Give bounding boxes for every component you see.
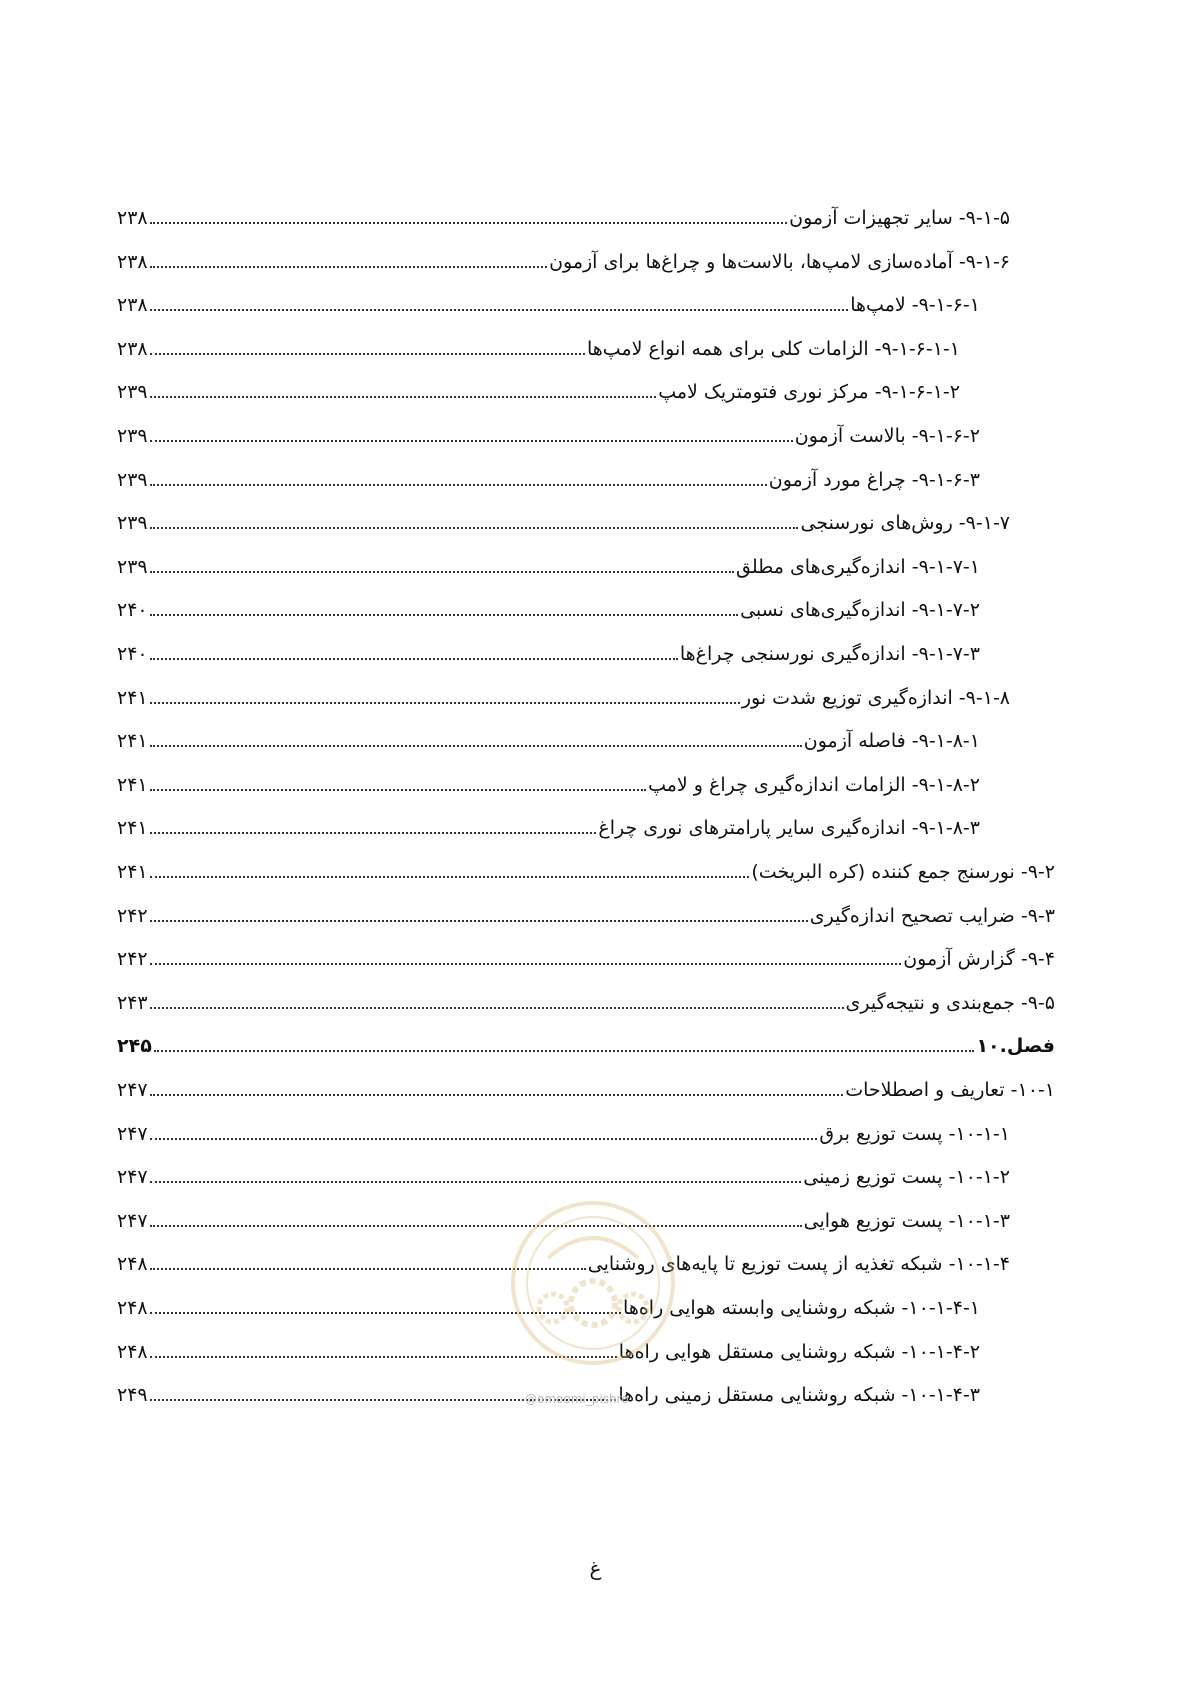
toc-entry-title: ۱۰-۱-۴-۳- شبکه روشنایی مستقل زمینی راه‌ها [618, 1384, 980, 1407]
toc-entry[interactable] [117, 890, 1055, 930]
dot-leader [150, 221, 787, 224]
toc-entry[interactable] [117, 802, 1055, 842]
toc-entry-page: ۲۴۷ [117, 1122, 148, 1145]
toc-entry-title: ۹-۱-۸-۲- الزامات اندازه‌گیری چراغ و لامپ [648, 773, 980, 796]
toc-entry-title: ۱۰-۱-۲- پست توزیع زمینی [803, 1166, 1010, 1189]
toc-entry-title: ۹-۱-۷- روش‌های نورسنجی [800, 512, 1010, 535]
toc-entry-title: ۹-۱-۷-۲- اندازه‌گیری‌های نسبی [740, 599, 980, 622]
toc-entry[interactable] [117, 323, 1055, 363]
toc-entry-page: ۲۴۰ [117, 599, 148, 622]
toc-entry[interactable] [117, 1151, 1055, 1191]
toc-entry-title: ۹-۱-۶-۳- چراغ مورد آزمون [768, 468, 980, 491]
toc-entry-page: ۲۴۱ [117, 686, 148, 709]
dot-leader [150, 701, 740, 704]
toc-entry-title: ۹-۳- ضرایب تصحیح اندازه‌گیری [809, 904, 1055, 927]
toc-entry-title: ۹-۴- گزارش آزمون [903, 948, 1055, 971]
dot-leader [150, 352, 585, 355]
toc-entry[interactable] [117, 1064, 1055, 1104]
dot-leader [150, 875, 750, 878]
toc-entry-page: ۲۳۸ [117, 250, 148, 273]
toc-entry-title: ۹-۱-۶-۱- لامپ‌ها [850, 294, 980, 317]
toc-entry-title: ۱۰-۱-۱- پست توزیع برق [819, 1122, 1010, 1145]
toc-entry-title: ۹-۱-۶- آماده‌سازی لامپ‌ها، بالاست‌ها و چراغ‌ها برای آزمون [549, 250, 1010, 273]
toc-entry-page: ۲۴۷ [117, 1166, 148, 1189]
dot-leader [150, 613, 738, 616]
toc-entry[interactable] [117, 1108, 1055, 1148]
toc-entry-title: ۹-۲- نورسنج جمع کننده (کره البریخت) [751, 861, 1055, 883]
toc-entry-title: ۹-۱-۶-۲- بالاست آزمون [794, 425, 980, 447]
toc-entry-title: ۹-۱-۸- اندازه‌گیری توزیع شدت نور [741, 686, 1010, 709]
toc-entry[interactable] [117, 715, 1055, 755]
dot-leader [150, 831, 597, 834]
page-number: غ [589, 1556, 602, 1580]
toc-entry[interactable] [117, 279, 1055, 319]
toc-entry[interactable] [117, 410, 1055, 450]
toc-entry-title: ۹-۱-۶-۱-۱- الزامات کلی برای همه انواع لامپ‌ها [587, 337, 960, 360]
dot-leader [150, 744, 802, 747]
toc-entry[interactable] [117, 236, 1055, 276]
toc-entry-title: فصل.۱۰ [976, 1035, 1055, 1058]
publisher-seal-icon [508, 1198, 678, 1368]
dot-leader [150, 526, 799, 529]
dot-leader [150, 265, 547, 268]
toc-entry[interactable] [117, 977, 1055, 1017]
toc-entry-page: ۲۴۲ [117, 948, 148, 971]
dot-leader [150, 1224, 802, 1227]
toc-entry-page: ۲۴۳ [117, 991, 148, 1014]
dot-leader [150, 919, 808, 922]
toc-entry-page: ۲۳۹ [117, 468, 148, 491]
toc-entry-page: ۲۴۵ [117, 1035, 152, 1058]
toc-entry[interactable] [117, 454, 1055, 494]
toc-entry[interactable] [117, 584, 1055, 624]
dot-leader [150, 1137, 818, 1140]
toc-entry-title: ۱۰-۱-۴-۲- شبکه روشنایی مستقل هوایی راه‌ها [618, 1340, 980, 1363]
dot-leader [150, 1093, 844, 1096]
dot-leader [150, 483, 767, 486]
dot-leader [150, 439, 793, 442]
toc-entry[interactable] [117, 933, 1055, 973]
toc-entry-title: ۱۰-۱-۴-۱- شبکه روشنایی وابسته هوایی راه‌ها [623, 1297, 980, 1319]
toc-entry-page: ۲۴۲ [117, 904, 148, 927]
dot-leader [150, 308, 849, 311]
toc-entry-title: ۹-۱-۸-۱- فاصله آزمون [803, 730, 980, 753]
toc-entry[interactable] [117, 759, 1055, 799]
toc-entry-page: ۲۳۹ [117, 555, 148, 578]
toc-entry-page: ۲۴۱ [117, 773, 148, 796]
toc-entry-page: ۲۴۹ [117, 1384, 148, 1407]
toc-entry-page: ۲۳۸ [117, 207, 148, 229]
dot-leader [154, 1049, 975, 1052]
toc-entry-page: ۲۴۱ [117, 730, 148, 753]
toc-entry-title: ۱۰-۱-۴- شبکه تغذیه از پست توزیع تا پایه‌های روشنایی [587, 1253, 1010, 1276]
toc-entry-page: ۲۴۸ [117, 1253, 148, 1276]
watermark-handle: @omoomi_pishro [525, 1392, 629, 1406]
toc-entry-title: ۹-۱-۶-۱-۲- مرکز نوری فتومتریک لامپ [658, 381, 960, 404]
toc-entry-title: ۹-۱-۷-۱- اندازه‌گیری‌های مطلق [736, 555, 980, 578]
toc-entry-title: ۹-۱-۸-۳- اندازه‌گیری سایر پارامترهای نوری چراغ [598, 817, 980, 840]
toc-entry[interactable] [117, 192, 1055, 232]
toc-entry[interactable] [117, 1020, 1055, 1060]
toc-entry-page: ۲۳۹ [117, 512, 148, 535]
dot-leader [150, 1006, 844, 1009]
toc-entry[interactable] [117, 497, 1055, 537]
dot-leader [150, 1180, 802, 1183]
toc-entry-page: ۲۴۷ [117, 1079, 148, 1101]
toc-entry-title: ۱۰-۱-۳- پست توزیع هوایی [803, 1209, 1010, 1232]
toc-entry-page: ۲۴۰ [117, 643, 148, 665]
toc-entry-title: ۹-۱-۷-۳- اندازه‌گیری نورسنجی چراغ‌ها [679, 643, 980, 665]
toc-entry-page: ۲۴۱ [117, 817, 148, 840]
dot-leader [150, 570, 734, 573]
toc-entry-page: ۲۴۸ [117, 1340, 148, 1363]
dot-leader [150, 962, 902, 965]
toc-entry-page: ۲۳۸ [117, 337, 148, 360]
toc-entry-page: ۲۳۹ [117, 425, 148, 447]
toc-entry-title: ۹-۱-۵- سایر تجهیزات آزمون [789, 207, 1010, 229]
dot-leader [150, 395, 657, 398]
dot-leader [150, 657, 678, 660]
toc-entry[interactable] [117, 628, 1055, 668]
toc-entry[interactable] [117, 541, 1055, 581]
toc-entry-page: ۲۴۸ [117, 1297, 148, 1319]
toc-entry-page: ۲۴۷ [117, 1209, 148, 1232]
toc-entry[interactable] [117, 366, 1055, 406]
dot-leader [150, 788, 646, 791]
toc-entry-page: ۲۳۸ [117, 294, 148, 317]
toc-entry-page: ۲۴۱ [117, 861, 148, 883]
toc-entry-title: ۱۰-۱- تعاریف و اصطلاحات [845, 1079, 1055, 1101]
toc-entry-page: ۲۳۹ [117, 381, 148, 404]
toc-entry[interactable] [117, 672, 1055, 712]
toc-entry[interactable] [117, 846, 1055, 886]
toc-entry-title: ۹-۵- جمع‌بندی و نتیجه‌گیری [845, 991, 1055, 1014]
